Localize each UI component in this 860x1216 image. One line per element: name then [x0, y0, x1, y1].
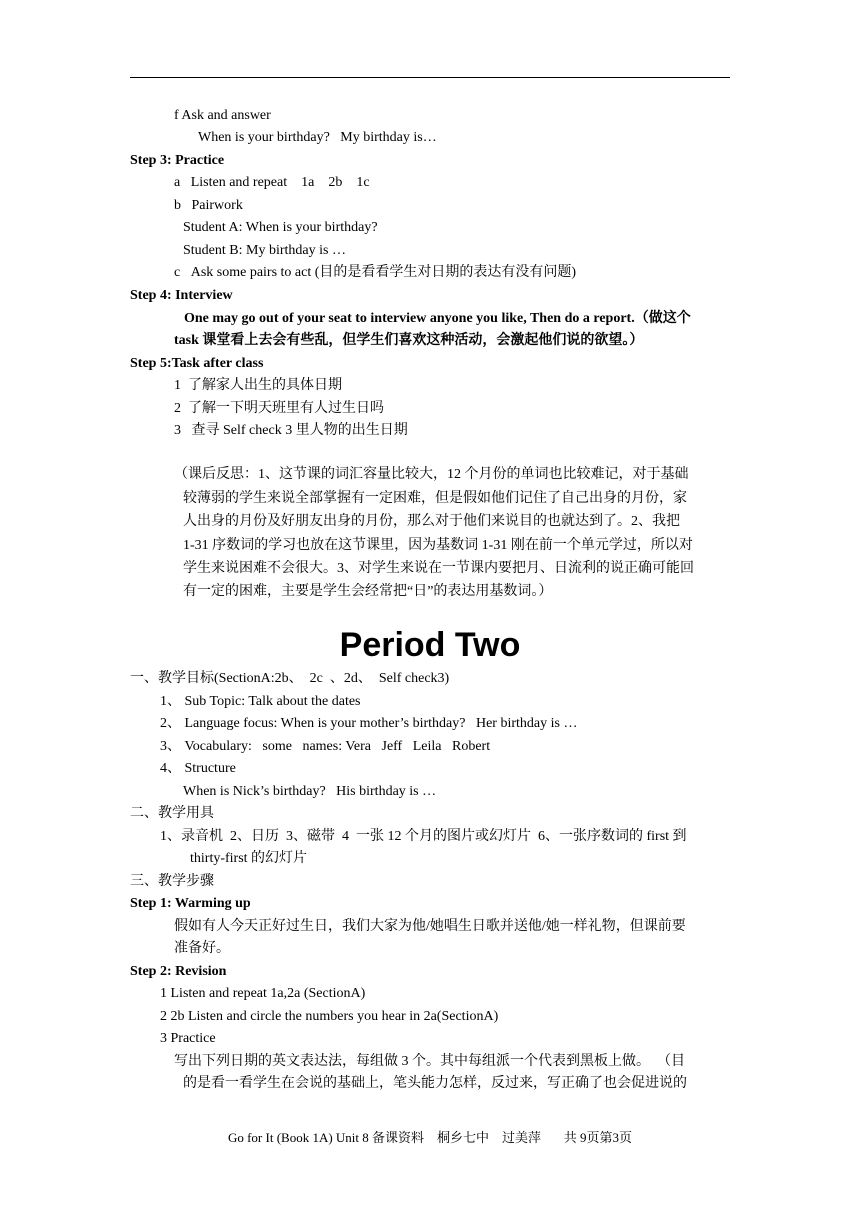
text-line: Student A: When is your birthday?	[183, 220, 378, 235]
text-line: 3 Practice	[160, 1031, 216, 1046]
text-line: c Ask some pairs to act (目的是看看学生对日期的表达有没有问题)	[174, 265, 577, 280]
step-heading: Step 5:Task after class	[130, 356, 264, 371]
text-line: a Listen and repeat 1a 2b 1c	[174, 175, 370, 190]
text-line: 的是看一看学生在会说的基础上，笔头能力怎样，反过来，写正确了也会促进说的	[183, 1076, 687, 1091]
reflection-line: 1-31 序数词的学习也放在这节课里，因为基数词 1-31 刚在前一个单元学过，所以对	[183, 538, 693, 553]
text-line: 2、 Language focus: When is your mother’s birthday? Her birthday is …	[160, 716, 578, 731]
text-line: Student B: My birthday is …	[183, 243, 346, 258]
step-heading: Step 4: Interview	[130, 288, 233, 303]
reflection-line: 有一定的困难，主要是学生会经常把“日”的表达用基数词。）	[183, 584, 553, 599]
text-line: 1 Listen and repeat 1a,2a (SectionA)	[160, 986, 366, 1001]
text-line: 3 查寻 Self check 3 里人物的出生日期	[174, 423, 408, 438]
text-line: 1、 Sub Topic: Talk about the dates	[160, 694, 361, 709]
header-rule	[130, 77, 730, 78]
text-line: b Pairwork	[174, 198, 243, 213]
text-line: 1、录音机 2、日历 3、磁带 4 一张 12 个月的图片或幻灯片 6、一张序数词的 first 到	[160, 829, 687, 844]
text-line: 3、 Vocabulary: some names: Vera Jeff Leila Robert	[160, 739, 491, 754]
text-line: 准备好。	[174, 941, 230, 956]
reflection-line: 较薄弱的学生来说全部掌握有一定困难，但是假如他们记住了自己出身的月份，家	[183, 491, 687, 506]
reflection-line: 学生来说困难不会很大。3、对学生来说在一节课内要把月、日流利的说正确可能回	[183, 561, 694, 576]
reflection-line: 人出身的月份及好朋友出身的月份，那么对于他们来说目的也就达到了。2、我把	[183, 514, 680, 529]
text-line: 一、教学目标(SectionA:2b、 2c 、2d、 Self check3)	[130, 671, 450, 686]
section-title: Period Two	[339, 626, 521, 664]
text-line: task 课堂看上去会有些乱，但学生们喜欢这种活动，会激起他们说的欲望。）	[174, 333, 644, 348]
text-line: 1 了解家人出生的具体日期	[174, 378, 342, 393]
page-footer: Go for It (Book 1A) Unit 8 备课资料 桐乡七中 过美萍 共 9页第3页	[227, 1130, 633, 1145]
text-line: 写出下列日期的英文表达法，每组做 3 个。其中每组派一个代表到黑板上做。 （目	[174, 1054, 685, 1069]
text-line: When is your birthday? My birthday is…	[198, 130, 437, 145]
step-heading: Step 3: Practice	[130, 153, 225, 168]
text-line: 4、 Structure	[160, 761, 236, 776]
step-heading: Step 1: Warming up	[130, 896, 251, 911]
text-line: thirty-first 的幻灯片	[190, 851, 308, 866]
text-line: 2 了解一下明天班里有人过生日吗	[174, 401, 384, 416]
text-line: One may go out of your seat to interview anyone you like, Then do a report.（做这个	[184, 311, 691, 326]
text-line: 三、教学步骤	[130, 874, 214, 889]
text-line: 2 2b Listen and circle the numbers you hear in 2a(SectionA)	[160, 1009, 499, 1024]
reflection-line: （课后反思：1、这节课的词汇容量比较大，12 个月份的单词也比较难记，对于基础	[174, 467, 689, 482]
text-line: When is Nick’s birthday? His birthday is …	[183, 784, 437, 799]
text-line: 二、教学用具	[130, 806, 214, 821]
step-heading: Step 2: Revision	[130, 964, 227, 979]
text-line: f Ask and answer	[174, 108, 271, 123]
text-line: 假如有人今天正好过生日，我们大家为他/她唱生日歌并送他/她一样礼物，但课前要	[174, 919, 686, 934]
